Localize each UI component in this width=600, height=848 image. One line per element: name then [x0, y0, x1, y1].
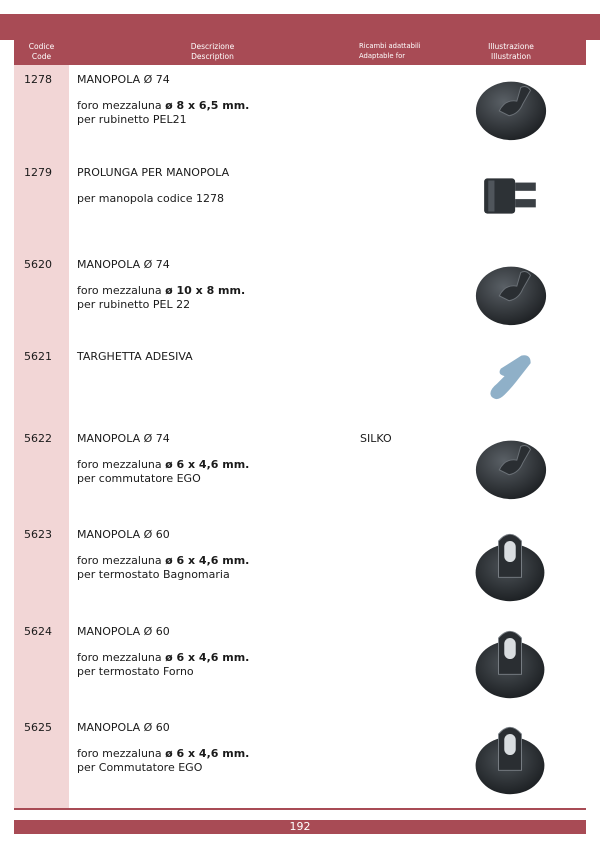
knob-74-icon: [472, 424, 550, 508]
product-detail-prefix: per manopola codice 1278: [77, 192, 225, 205]
product-name: PROLUNGA PER MANOPOLA: [77, 166, 230, 179]
product-hole-size: ø 6 x 4,6 mm.: [165, 651, 250, 664]
header-description: [140, 42, 285, 61]
product-name: MANOPOLA Ø 60: [77, 721, 170, 734]
product-detail-line1: [77, 458, 249, 471]
knob-60-icon: [470, 520, 550, 610]
bottom-rule: [14, 808, 586, 810]
product-code: 5624: [24, 625, 52, 638]
product-name: TARGHETTA ADESIVA: [77, 350, 193, 363]
header-code: [14, 42, 69, 61]
header-code-en: Code: [31, 51, 52, 61]
page-number: 192: [289, 820, 311, 833]
sticker-icon: [484, 350, 540, 410]
header-description-en: Description: [191, 51, 234, 61]
product-detail-line2: per commutatore EGO: [77, 472, 201, 485]
header-adaptable-it: Ricambi adattabili: [359, 42, 421, 50]
product-detail-line1: [77, 192, 224, 205]
product-name: MANOPOLA Ø 74: [77, 258, 170, 271]
extension-icon: [480, 170, 542, 226]
knob-60-icon: [470, 713, 550, 803]
header-code-it: Codice: [28, 42, 55, 51]
product-hole-size: ø 6 x 4,6 mm.: [165, 747, 250, 760]
product-detail-line2: per termostato Forno: [77, 665, 194, 678]
product-name: MANOPOLA Ø 74: [77, 432, 170, 445]
product-detail-line1: [77, 554, 249, 567]
product-detail-line2: per Commutatore EGO: [77, 761, 203, 774]
product-detail-prefix: foro mezzaluna: [77, 747, 166, 760]
product-detail-line1: [77, 99, 249, 112]
product-detail-line2: per rubinetto PEL 22: [77, 298, 191, 311]
product-detail-line1: [77, 651, 249, 664]
header-adaptable-en: Adaptable for: [359, 51, 406, 60]
header-illustration-it: Illustrazione: [488, 42, 534, 51]
product-detail-prefix: foro mezzaluna: [77, 554, 166, 567]
product-code: 5623: [24, 528, 52, 541]
header-illustration-en: Illustration: [490, 51, 532, 61]
product-detail-line2: per rubinetto PEL21: [77, 113, 187, 126]
product-code: 5625: [24, 721, 52, 734]
product-hole-size: ø 8 x 6,5 mm.: [165, 99, 250, 112]
header-description-it: Descrizione: [190, 42, 235, 51]
product-detail-prefix: foro mezzaluna: [77, 99, 166, 112]
knob-74-icon: [472, 250, 550, 334]
knob-74-icon: [472, 65, 550, 149]
product-name: MANOPOLA Ø 60: [77, 528, 170, 541]
product-adaptable: SILKO: [360, 432, 392, 445]
product-code: 1279: [24, 166, 52, 179]
product-detail-prefix: foro mezzaluna: [77, 651, 166, 664]
product-code: 5620: [24, 258, 52, 271]
product-name: MANOPOLA Ø 60: [77, 625, 170, 638]
product-hole-size: ø 6 x 4,6 mm.: [165, 554, 250, 567]
product-code: 5621: [24, 350, 52, 363]
product-code: 1278: [24, 73, 52, 86]
product-hole-size: ø 10 x 8 mm.: [165, 284, 246, 297]
header-adaptable: [359, 42, 449, 61]
product-detail-line1: [77, 747, 249, 760]
product-detail-prefix: foro mezzaluna: [77, 284, 166, 297]
header-illustration: [466, 42, 556, 61]
product-detail-prefix: foro mezzaluna: [77, 458, 166, 471]
product-detail-line2: per termostato Bagnomaria: [77, 568, 230, 581]
product-code: 5622: [24, 432, 52, 445]
top-band: [0, 14, 600, 40]
product-name: MANOPOLA Ø 74: [77, 73, 170, 86]
product-detail-line1: [77, 284, 245, 297]
product-hole-size: ø 6 x 4,6 mm.: [165, 458, 250, 471]
knob-60-icon: [470, 617, 550, 707]
